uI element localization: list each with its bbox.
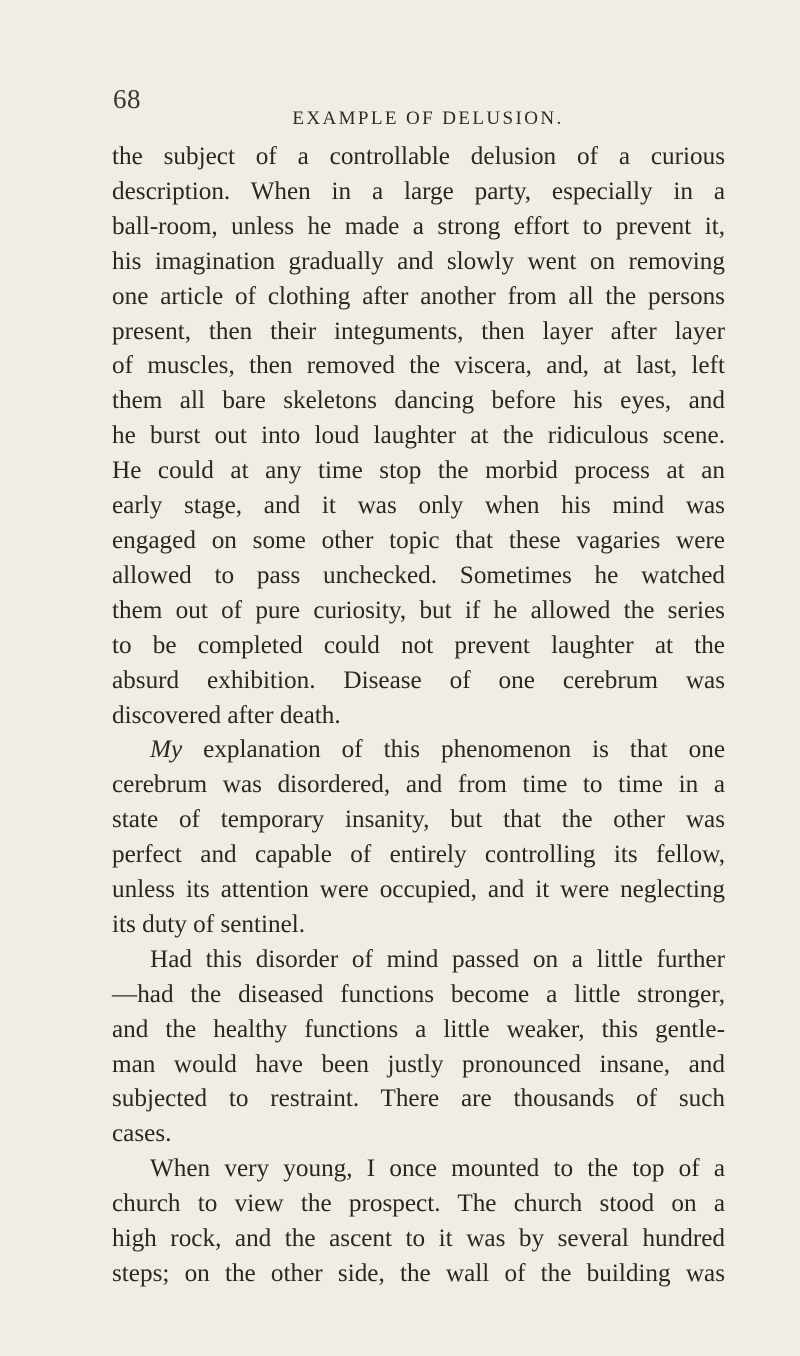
text-line: My explanation of this phenomenon is that one [150, 736, 725, 764]
text-line: one article of clothing after another from all the persons [112, 282, 725, 310]
text-line: cases. [112, 1120, 172, 1148]
text-line: early stage, and it was only when his mind was [112, 492, 725, 520]
text-line: his imagination gradually and slowly went on removing [112, 247, 725, 275]
text-line: present, then their integuments, then layer after layer [112, 317, 725, 345]
text-line: cerebrum was disordered, and from time to time in a [112, 771, 725, 799]
text-line: them out of pure curiosity, but if he allowed the series [112, 596, 725, 624]
text-line: ball-room, unless he made a strong effort to prevent it, [112, 212, 725, 240]
paragraph [112, 943, 725, 1152]
text-line: them all bare skeletons dancing before his eyes, and [112, 387, 725, 415]
paragraph [112, 733, 725, 942]
text-line: state of temporary insanity, but that the other was [112, 806, 725, 834]
text-line: —had the diseased functions become a little stronger, [112, 980, 725, 1008]
text-line: steps; on the other side, the wall of the building was [112, 1260, 725, 1287]
body-text [112, 140, 725, 1292]
text-line: to be completed could not prevent laughter at the [112, 631, 725, 659]
text-line: He could at any time stop the morbid process at an [112, 457, 725, 485]
text-line: he burst out into loud laughter at the ridiculous scene. [112, 422, 725, 450]
running-head: EXAMPLE OF DELUSION. [292, 108, 564, 129]
text-line: When very young, I once mounted to the top of a [150, 1155, 725, 1183]
text-line: description. When in a large party, especially in a [112, 177, 725, 205]
text-line: engaged on some other topic that these vagaries were [112, 526, 725, 554]
text-line: high rock, and the ascent to it was by several hundred [112, 1225, 725, 1253]
text-line: unless its attention were occupied, and it were neglecting [112, 876, 725, 904]
text-line: of muscles, then removed the viscera, and, at last, left [112, 352, 725, 380]
text-line: its duty of sentinel. [112, 910, 306, 938]
text-line: discovered after death. [112, 701, 341, 729]
text-line: allowed to pass unchecked. Sometimes he watched [112, 561, 725, 589]
text-line: perfect and capable of entirely controlling its fellow, [112, 841, 725, 869]
text-line: man would have been justly pronounced insane, and [112, 1050, 725, 1078]
text-line: Had this disorder of mind passed on a little further [150, 945, 725, 973]
paragraph [112, 140, 725, 733]
text-line: and the healthy functions a little weaker, this gentle- [112, 1015, 725, 1043]
text-line: the subject of a controllable delusion of a curious [112, 143, 725, 170]
text-line: church to view the prospect. The church stood on a [112, 1190, 725, 1218]
text-line: subjected to restraint. There are thousands of such [112, 1085, 725, 1113]
paragraph [112, 1152, 725, 1292]
page-number: 68 [113, 84, 141, 114]
text-line: absurd exhibition. Disease of one cerebrum was [112, 666, 725, 694]
